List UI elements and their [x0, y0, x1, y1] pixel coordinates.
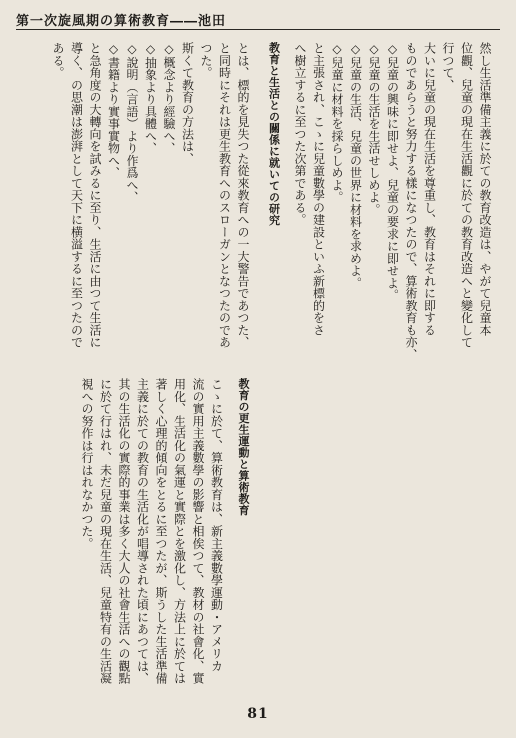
text-line: 主義に於ての教育の生活化が唱導された頃にあつては、 [135, 378, 150, 685]
running-title: 第一次旋風期の算術教育――池田 [16, 14, 227, 29]
page-number: 81 [247, 706, 269, 722]
text-line: と同時にそれは更生教育へのスローガンとなつたのであ [217, 42, 232, 349]
text-line: 用化、生活化の氣運と實際とを激化し、方法上に於ては [172, 378, 187, 685]
left-top-text-column [27, 42, 252, 362]
text-line: ◇說明（言語）より作爲へ、 [125, 42, 139, 204]
text-line: 其の生活化の實際的事業は多く大人の社會生活への觀點 [117, 378, 131, 685]
text-line: 視への努作は行はれなかつた。 [80, 378, 94, 550]
section-heading: 教育の更生運動と算術教育 [237, 378, 250, 516]
text-line: 位觀、兒童の現在生活觀に於ての教育改造へと變化して [459, 42, 474, 349]
right-text-column [262, 42, 494, 692]
section-heading: 教育と生活との關係に就いての研究 [267, 42, 281, 226]
text-line: と急角度の大轉向を試みるに至り、生活に由つて生活に [88, 42, 102, 349]
text-line: こゝに於て、算術教育は、新主義數學運動・アメリカ [209, 378, 224, 672]
text-line: ◇兒童の興味に即せよ、兒童の要求に即せよ。 [385, 42, 400, 302]
left-bottom-text-column [27, 378, 252, 696]
text-line: に於て行はれ、未だ兒童の現在生活、兒童特有の生活凝 [98, 378, 113, 685]
text-line: 導く、の思潮は澎湃として天下に横溢するに至つたので [69, 42, 84, 349]
text-line: 然し生活準備主義に於ての教育改造は、やがて兒童本 [478, 42, 492, 336]
text-line: ある。 [51, 42, 65, 79]
text-line: と主張され、こゝに兒童數學の建設といふ新標的をさ [311, 42, 326, 336]
text-line: ◇抽象より具體へ、 [143, 42, 158, 155]
text-line: 斯くて教育の方法は、 [180, 42, 195, 165]
text-line: ◇兒童に材料を採らしめよ。 [330, 42, 344, 204]
text-line: ◇兒童の生活を生活せしめよ。 [367, 42, 381, 216]
spacer [226, 378, 234, 696]
text-line: へ樹立するに至つた次第である。 [293, 42, 307, 226]
text-line: 行つて、 [441, 42, 455, 91]
text-line: ◇兒童の生活、兒童の世界に材料を求めよ。 [348, 42, 363, 289]
text-line: ◇概念より經驗へ、 [162, 42, 176, 155]
text-line: ものであらうと努力する樣になつたので、算術教育も亦、 [404, 42, 418, 361]
text-line: 流の實用主義數學の影響と相俟つて、教材の社會化、實 [191, 378, 205, 685]
header-rule [16, 29, 500, 30]
text-line: 著しく心理的傾向をとるに至つたが、斯うした生活準備 [154, 378, 168, 685]
text-line: ◇書籍より實事實物へ、 [106, 42, 121, 179]
spacer [283, 42, 291, 692]
running-header [16, 10, 500, 32]
text-line: つた。 [199, 42, 213, 79]
text-line: とは、標的を見失つた從來教育への一大警告であつた、 [236, 42, 250, 349]
text-line: 大いに兒童の現在生活を尊重し、教育はそれに即する [422, 42, 437, 336]
